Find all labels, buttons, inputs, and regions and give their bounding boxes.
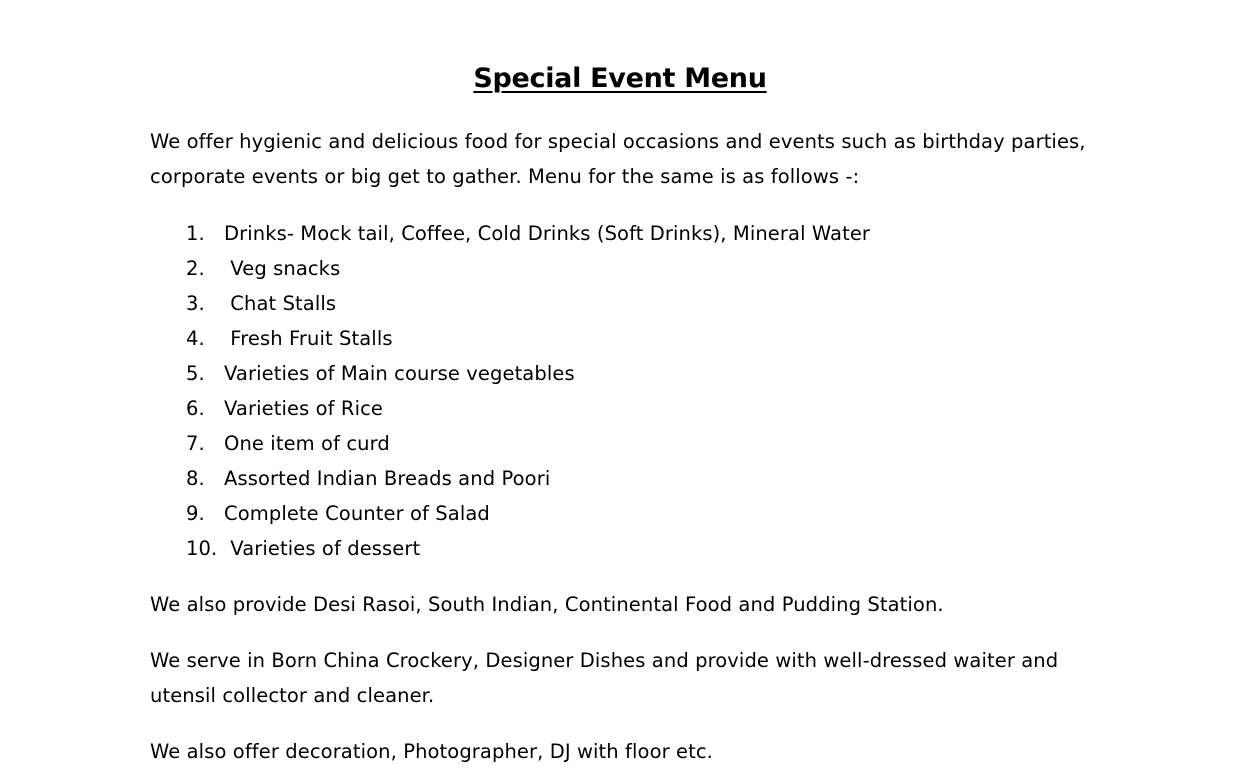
intro-paragraph: We offer hygienic and delicious food for special occasions and events such as birthday parties, corporate events or big get to gather. Menu for the same is as follows -: (150, 130, 1086, 188)
offer-paragraph: We also offer decoration, Photographer, DJ with floor etc. (150, 740, 713, 763)
item-text: Chat Stalls (224, 292, 337, 315)
item-text: Fresh Fruit Stalls (224, 327, 393, 350)
item-number: 4. (186, 327, 205, 350)
item-number: 9. (186, 502, 205, 525)
item-number: 1. (186, 222, 205, 245)
item-text: One item of curd (224, 432, 390, 455)
item-text: Assorted Indian Breads and Poori (224, 467, 551, 490)
item-number: 10. (186, 537, 218, 560)
list-item (186, 321, 870, 356)
list-item (186, 496, 870, 531)
list-item (186, 251, 870, 286)
serve-paragraph: We serve in Born China Crockery, Designer Dishes and provide with well-dressed waiter and utensil collector and cleaner. (150, 649, 1059, 707)
list-item (186, 391, 870, 426)
item-text: Veg snacks (224, 257, 341, 280)
item-text: Varieties of Rice (224, 397, 384, 420)
item-number: 3. (186, 292, 205, 315)
item-text: Varieties of dessert (224, 537, 421, 560)
list-item (186, 461, 870, 496)
item-number: 2. (186, 257, 205, 280)
item-text: Drinks- Mock tail, Coffee, Cold Drinks (Soft Drinks), Mineral Water (224, 222, 871, 245)
item-number: 7. (186, 432, 205, 455)
list-item (186, 356, 870, 391)
item-number: 6. (186, 397, 205, 420)
list-item (186, 286, 870, 321)
item-text: Complete Counter of Salad (224, 502, 490, 525)
list-item (186, 531, 870, 566)
list-item (186, 216, 870, 251)
page-title: Special Event Menu (473, 63, 767, 94)
item-number: 5. (186, 362, 205, 385)
list-item (186, 426, 870, 461)
item-number: 8. (186, 467, 205, 490)
menu-list (186, 216, 870, 566)
item-text: Varieties of Main course vegetables (224, 362, 575, 385)
provide-paragraph: We also provide Desi Rasoi, South Indian, Continental Food and Pudding Station. (150, 593, 944, 616)
